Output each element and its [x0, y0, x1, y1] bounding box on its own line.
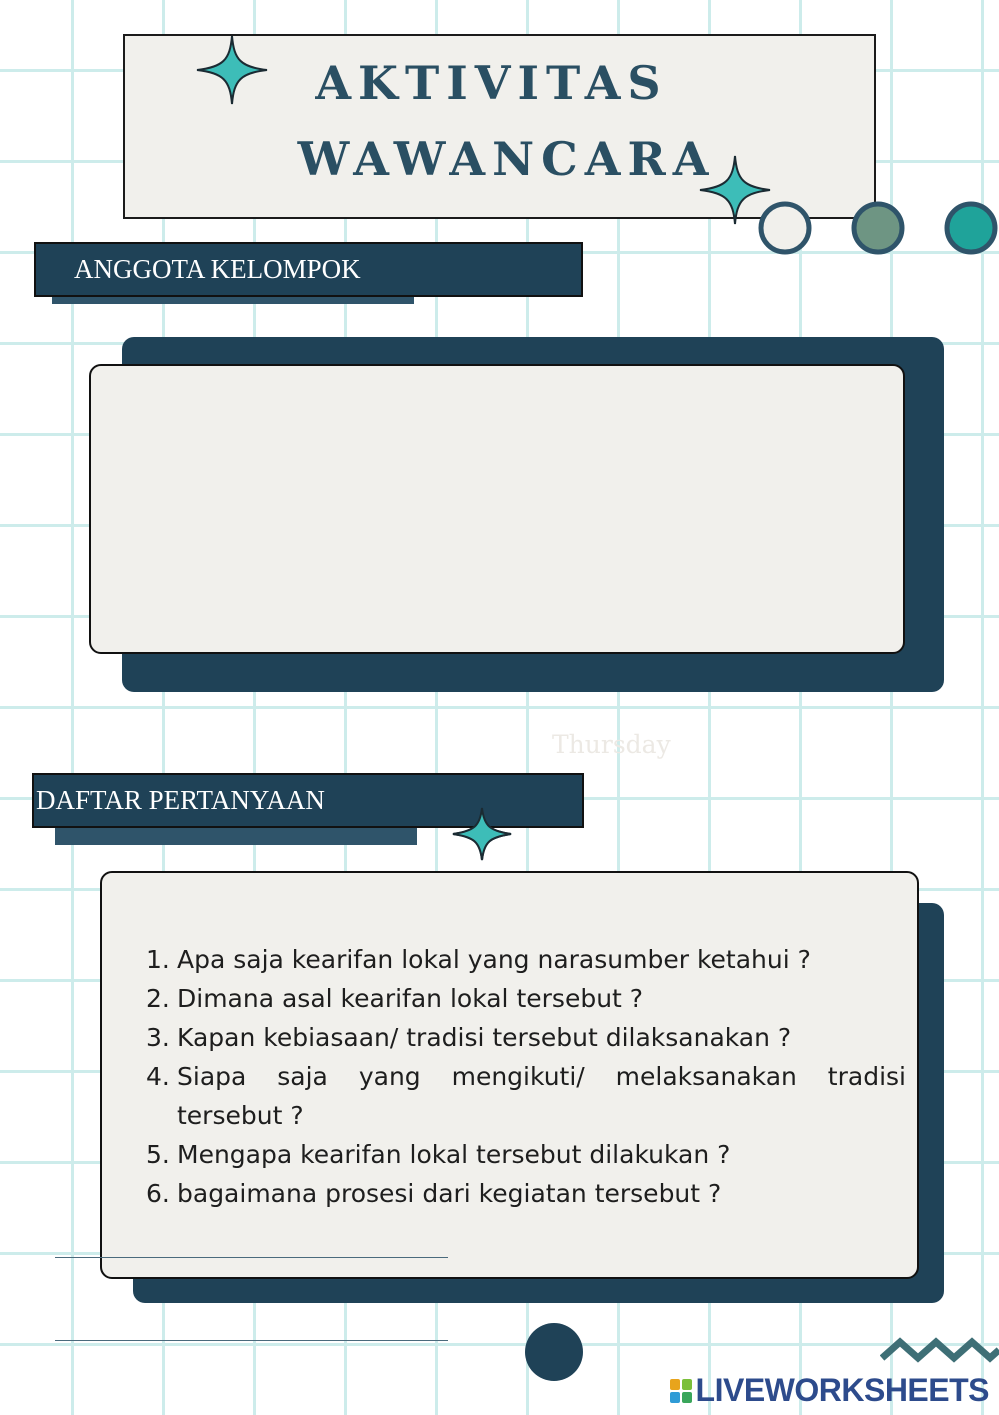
day-watermark: Thursday: [552, 730, 671, 759]
questions-banner-label: DAFTAR PERTANYAAN: [36, 785, 325, 815]
circle-icon: [524, 1322, 584, 1382]
zigzag-icon: [880, 1334, 999, 1370]
title-line-2: WAWANCARA: [297, 132, 716, 186]
sparkle-star-icon: [451, 806, 513, 862]
members-input-area[interactable]: [89, 364, 905, 654]
title-line-1: AKTIVITAS: [315, 56, 668, 110]
list-item: 3. Kapan kebiasaan/ tradisi tersebut dilaksanakan ?: [146, 1023, 792, 1052]
divider-line: [55, 1257, 448, 1258]
list-item: 2. Dimana asal kearifan lokal tersebut ?: [146, 984, 644, 1013]
list-item: 6. bagaimana prosesi dari kegiatan tersebut ?: [146, 1179, 722, 1208]
liveworksheets-brand: [670, 1372, 989, 1409]
divider-line: [55, 1340, 448, 1341]
liveworksheets-logo-icon: [670, 1379, 692, 1403]
list-item: 1. Apa saja kearifan lokal yang narasumber ketahui ?: [146, 945, 811, 974]
sparkle-star-icon: [195, 34, 269, 106]
circle-icon: [757, 200, 813, 256]
members-banner-label: ANGGOTA KELOMPOK: [74, 254, 361, 284]
circle-icon: [850, 200, 906, 256]
members-banner: [34, 242, 583, 297]
list-item-continued: tersebut ?: [177, 1101, 304, 1130]
list-item: 4. Siapa saja yang mengikuti/ melaksanakan tradisi: [146, 1062, 906, 1091]
brand-name: LIVEWORKSHEETS: [695, 1372, 989, 1408]
question-list: [146, 940, 906, 1213]
list-item: 5. Mengapa kearifan lokal tersebut dilakukan ?: [146, 1140, 731, 1169]
circle-icon: [943, 200, 999, 256]
